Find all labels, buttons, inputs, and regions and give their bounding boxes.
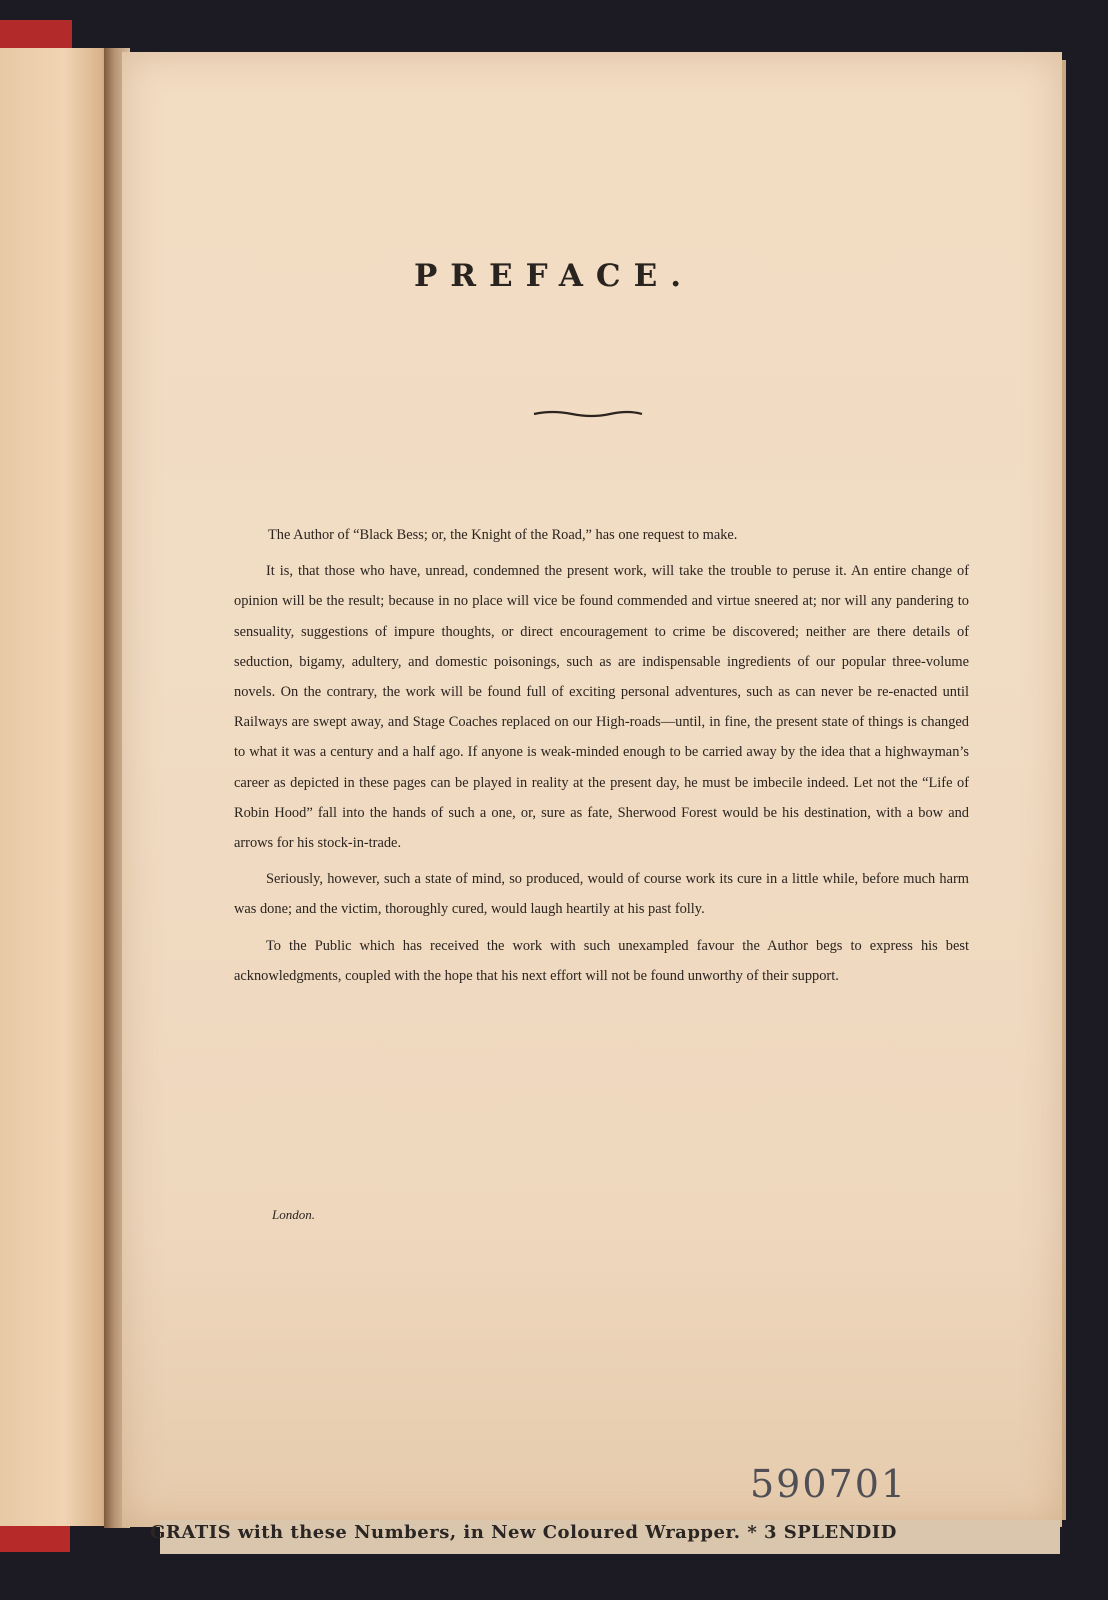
paragraph-seriously: Seriously, however, such a state of mind, so produced, would of course work its cure in a little while, before much harm was done; and the victim, thoroughly cured, would laugh heartily at his past folly. [234,871,969,918]
paragraph-main: It is, that those who have, unread, condemned the present work, will take the trouble to peruse it. An entire change of opinion will be the result; because in no place will vice be found commended and virtue sneered at; nor will any pandering to sensuality, suggestions of impure thoughts, or direct encouragement to crime be discovered; neither are there details of seduction, bigamy, adultery, and domestic poisonings, such as are indispensable ingredients of our popular three-volume novels. On the contrary, the work will be found full of exciting personal adventures, such as can never be re-enacted until Railways are swept away, and Stage Coaches replaced on our High-roads—until, in fine, the present state of things is changed to what it was a century and a half ago. If anyone is weak-minded enough to be carried away by the idea that a highwayman’s career as depicted in these pages can be played in reality at the present day, he must be imbecile indeed. Let not the “Life of Robin Hood” fall into the hands of such a one, or, sure as fate, Sherwood Forest would be his destination, with a bow and arrows for his stock-in-trade. [234,563,969,852]
decorative-rule [532,404,644,414]
page-title: PREFACE. [413,258,695,294]
cover-edge-bottom [0,1522,70,1552]
paragraph-acknowledgments: To the Public which has received the work with such unexampled favour the Author begs to express his best acknowledgments, coupled with the hope that his next effort will not be found unworthy of their support. [234,937,969,984]
paragraph-request: The Author of “Black Bess; or, the Knight of the Road,” has one request to make. [268,527,738,543]
stamped-number: 590701 [750,1462,908,1506]
preface-body [234,520,969,997]
footer-advert: GRATIS with these Numbers, in New Coloured Wrapper. * 3 SPLENDID [150,1522,897,1543]
signoff-place: London. [272,1207,315,1222]
cover-edge-top [0,20,72,50]
